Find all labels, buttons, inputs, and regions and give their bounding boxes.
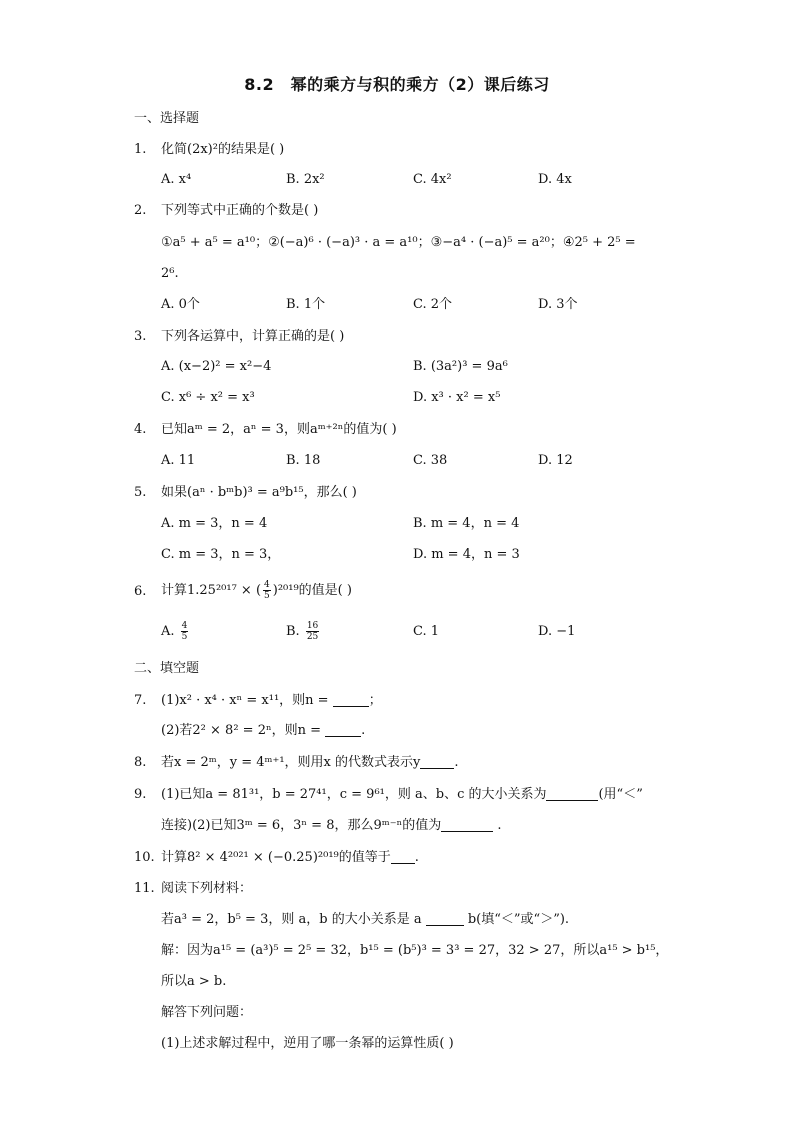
question-11-subquestion-1: (1)上述求解过程中，逆用了哪一条幂的运算性质( ) <box>161 1036 454 1051</box>
question-5-number: 5. <box>134 485 147 500</box>
question-6-text-a: 计算1.25²⁰¹⁷ × ( <box>161 583 262 598</box>
question-4-option-c: C. 38 <box>413 453 448 468</box>
question-10-text: 计算8² × 4²⁰²¹ × (−0.25)²⁰¹⁹的值等于 . <box>161 850 419 865</box>
question-11-problem: 若a³ = 2，b⁵ = 3，则 a，b 的大小关系是 a b(填“＜”或“＞”). <box>161 912 570 927</box>
answer-blank <box>391 849 415 864</box>
question-6-text-b: )²⁰¹⁹的值是( ) <box>272 583 352 598</box>
question-2-option-b: B. 1个 <box>286 297 326 312</box>
question-4-text: 已知aᵐ = 2，aⁿ = 3，则aᵐ⁺²ⁿ的值为( ) <box>161 422 397 437</box>
question-11-prompt: 解答下列问题： <box>161 1005 253 1020</box>
answer-blank <box>420 754 454 769</box>
answer-blank <box>441 817 493 832</box>
page-title: 8.2 幂的乘方与积的乘方（2）课后练习 <box>244 75 550 94</box>
question-5-option-c: C. m = 3，n = 3， <box>161 547 281 562</box>
question-6-option-c: C. 1 <box>413 624 440 639</box>
question-6-option-a: A. $\frac{4}{5}$ <box>161 621 188 642</box>
answer-blank <box>325 722 361 737</box>
question-3-number: 3. <box>134 329 147 344</box>
question-10-number: 10. <box>134 850 155 865</box>
question-1-option-c: C. 4x² <box>413 172 452 187</box>
question-7-part1: (1)x² · x⁴ · xⁿ = x¹¹，则n = ； <box>161 693 382 708</box>
question-6-option-d: D. −1 <box>538 624 576 639</box>
question-7-part2: (2)若2² × 8² = 2ⁿ，则n = . <box>161 723 366 738</box>
question-9-line1: (1)已知a = 81³¹，b = 27⁴¹，c = 9⁶¹，则 a、b、c 的大小关系为 (用“＜” <box>161 787 643 802</box>
question-9-number: 9. <box>134 787 147 802</box>
question-3-option-a: A. (x−2)² = x²−4 <box>161 359 272 374</box>
question-1-number: 1. <box>134 142 147 157</box>
question-2-option-d: D. 3个 <box>538 297 578 312</box>
question-3-option-b: B. (3a²)³ = 9a⁶ <box>413 359 508 374</box>
question-1-option-b: B. 2x² <box>286 172 325 187</box>
question-8-number: 8. <box>134 755 147 770</box>
question-6-text <box>161 580 352 602</box>
question-4-option-a: A. 11 <box>161 453 196 468</box>
question-1-text: 化简(2x)²的结果是( ) <box>161 142 285 157</box>
question-2-text: 下列等式中正确的个数是( ) <box>161 203 319 218</box>
question-2-option-c: C. 2个 <box>413 297 453 312</box>
question-1-option-a: A. x⁴ <box>161 172 192 187</box>
question-8-text: 若x = 2ᵐ，y = 4ᵐ⁺¹，则用x 的代数式表示y . <box>161 755 459 770</box>
question-2-statements-line2: 2⁶. <box>161 266 179 281</box>
question-6-number: 6. <box>134 584 147 599</box>
answer-blank <box>546 786 598 801</box>
question-11-solution-line1: 解：因为a¹⁵ = (a³)⁵ = 2⁵ = 32，b¹⁵ = (b⁵)³ = 3³ = 27，32 > 27，所以a¹⁵ > b¹⁵， <box>161 943 669 958</box>
question-5-option-a: A. m = 3，n = 4 <box>161 516 268 531</box>
answer-blank <box>333 692 369 707</box>
question-5-text: 如果(aⁿ · bᵐb)³ = a⁹b¹⁵，那么( ) <box>161 485 357 500</box>
question-5-option-d: D. m = 4，n = 3 <box>413 547 520 562</box>
question-3-option-c: C. x⁶ ÷ x² = x³ <box>161 390 255 405</box>
section-heading-fill-in: 二、填空题 <box>134 661 200 676</box>
question-11-number: 11. <box>134 881 155 896</box>
question-7-number: 7. <box>134 693 147 708</box>
question-4-number: 4. <box>134 422 147 437</box>
question-3-text: 下列各运算中，计算正确的是( ) <box>161 329 345 344</box>
question-2-option-a: A. 0个 <box>161 297 200 312</box>
question-6-option-b: B. $\frac{16}{25}$ <box>286 621 319 642</box>
question-2-number: 2. <box>134 203 147 218</box>
question-9-line2: 连接)(2)已知3ᵐ = 6，3ⁿ = 8，那么9ᵐ⁻ⁿ的值为 . <box>161 818 502 833</box>
question-3-option-d: D. x³ · x² = x⁵ <box>413 390 501 405</box>
question-11-solution-line2: 所以a > b. <box>161 974 227 989</box>
question-4-option-b: B. 18 <box>286 453 321 468</box>
question-2-statements-line1: ①a⁵ + a⁵ = a¹⁰；②(−a)⁶ · (−a)³ · a = a¹⁰；③−a⁴ · (−a)⁵ = a²⁰；④2⁵ + 2⁵ = <box>161 235 636 250</box>
question-5-option-b: B. m = 4，n = 4 <box>413 516 520 531</box>
question-11-intro: 阅读下列材料： <box>161 881 253 896</box>
question-1-option-d: D. 4x <box>538 172 572 187</box>
answer-blank <box>426 911 464 926</box>
question-6-fraction: $\frac{4}{5}$ <box>264 580 270 601</box>
section-heading-choice: 一、选择题 <box>134 111 200 126</box>
question-4-option-d: D. 12 <box>538 453 573 468</box>
